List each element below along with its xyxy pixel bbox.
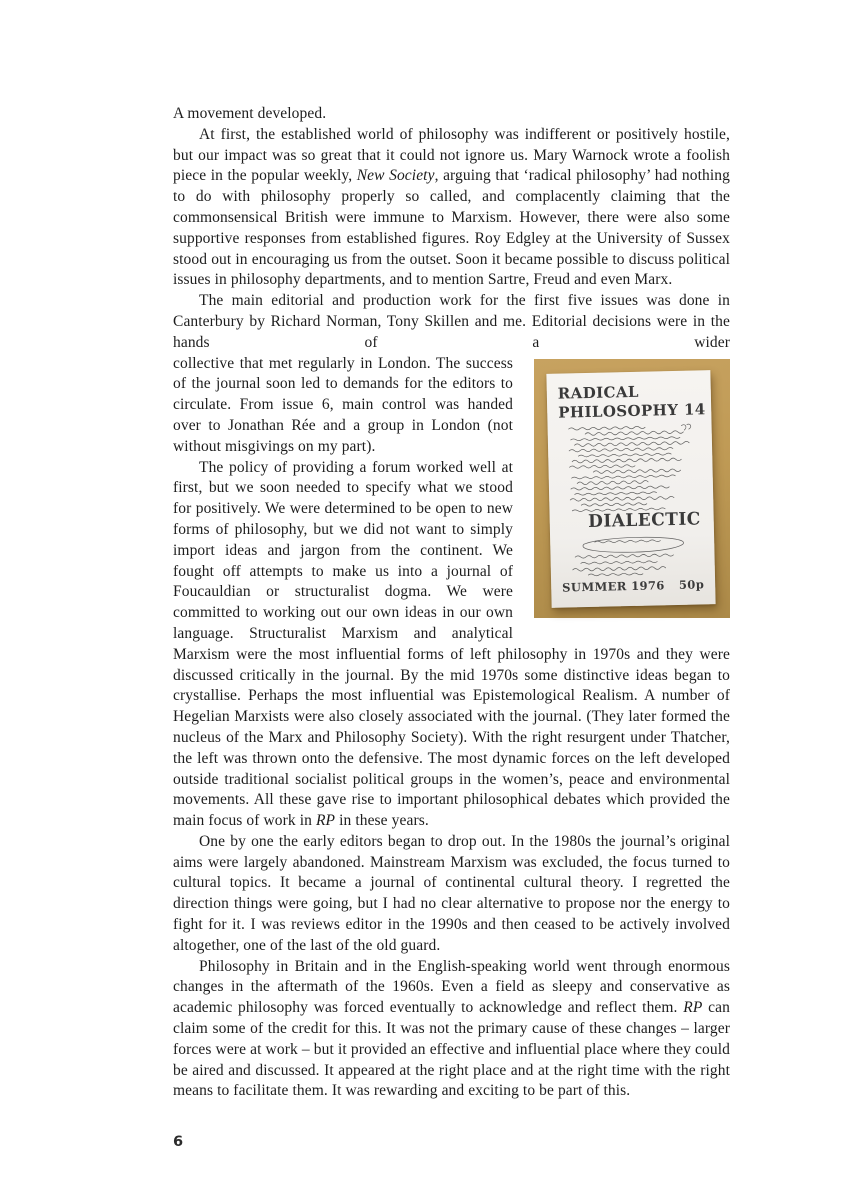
cover-bottom-row <box>562 574 704 598</box>
cover-price: 50p <box>678 577 705 592</box>
text-segment: in these years. <box>335 812 429 830</box>
cover-masthead-line1: RADICAL <box>557 382 640 403</box>
handwriting-scrawl-lower <box>561 532 704 577</box>
text-segment: can claim some of the credit for this. It was not the primary cause of these changes – larger forces were at work – but it provided an effective and influential place where they could be aired and discussed. It appeared at the right place and at the right time with the right means to facilitate them. It was rewarding and exciting to be part of this. <box>173 999 730 1100</box>
paragraph-opening: A movement developed. <box>173 105 327 122</box>
cover-masthead-line2: PHILOSOPHY 14 <box>558 399 706 422</box>
text-segment: The policy of providing a forum worked well at first, but we soon needed to specify what we stood for positively. We were determined to be open to new forms of philosophy, but we did not want to simply import ideas and jargon from the continent. We fought off attempts to make us into a journal of Foucauldian or structuralist dogma. We were committed to working out our own ideas in our own language. Structuralist Marxism and analytical Marxism were the most influential forms of left philosophy in 1970s and they were discussed critically in the journal. By the mid 1970s some distinctive ideas began to crystallise. Perhaps the most influential was Epistemological Realism. A number of Hegelian Marxists were also closely associated with the journal. (They later formed the nucleus of the Marx and Philosophy Society). With the right resurgent under Thatcher, the left was thrown onto the defensive. The most dynamic forces on the left developed outside traditional socialist political groups in the women’s, peace and environmental movements. All these gave rise to important philosophical debates which provided the main focus of work in <box>173 458 730 830</box>
paragraph-editors-drop-out: One by one the early editors began to drop out. In the 1980s the journal’s original aims were largely abandoned. Mainstream Marxism was excluded, the focus turned to cultural topics. It became a journal of continental cultural theory. I regretted the direction things were going, but I had no clear alternative to propose nor the energy to fight for it. I was reviews editor in the 1990s and then ceased to be actively involved altogether, one of the last of the old guard. <box>173 832 730 954</box>
paragraph-reception <box>173 125 730 291</box>
text-segment: At first, the established world of philosophy was indifferent or positively hostile, but our impact was so great that it could not ignore us. Mary Warnock wrote a foolish piece in the popular weekly, <box>173 125 730 185</box>
body-text <box>173 104 730 1153</box>
page-number: 6 <box>173 1134 184 1151</box>
cover-issue-date: SUMMER 1976 <box>562 578 665 595</box>
radical-philosophy-14-cover <box>546 370 715 608</box>
italic-rp-abbrev: RP <box>683 999 703 1017</box>
paragraph-editorial-continued: collective that met regularly in London. The success of the journal soon led to demands for the editors to circulate. From issue 6, main control was handed over to Jonathan Rée and a group in London (not without misgivings on my part). <box>173 354 513 455</box>
paragraph-conclusion <box>173 957 730 1103</box>
italic-journal-name: New Society <box>356 167 435 185</box>
paragraph-editorial-intro: The main editorial and production work for the first five issues was done in Canterbury by Richard Norman, Tony Skillen and me. Editorial decisions were in the hands of a wider <box>173 292 730 351</box>
text-segment: Philosophy in Britain and in the English-speaking world went through enormous changes in the aftermath of the 1960s. Even a field as sleepy and conservative as academic philosophy was forced eventually to acknowledge and reflect them. <box>173 957 730 1017</box>
italic-rp-abbrev: RP <box>315 812 336 830</box>
journal-cover-photo <box>534 359 730 618</box>
cover-feature-title: DIALECTIC <box>587 509 702 532</box>
handwriting-scrawl-upper <box>559 422 703 513</box>
text-segment: , arguing that ‘radical philosophy’ had nothing to do with philosophy properly so called, and complacently claiming that the commonsensical British were immune to Marxism. However, there were also some supportive responses from established figures. Roy Edgley at the University of Sussex stood out in encouraging us from the outset. Soon it became possible to discuss political issues in philosophy departments, and to mention Sartre, Freud and even Marx. <box>173 167 730 289</box>
